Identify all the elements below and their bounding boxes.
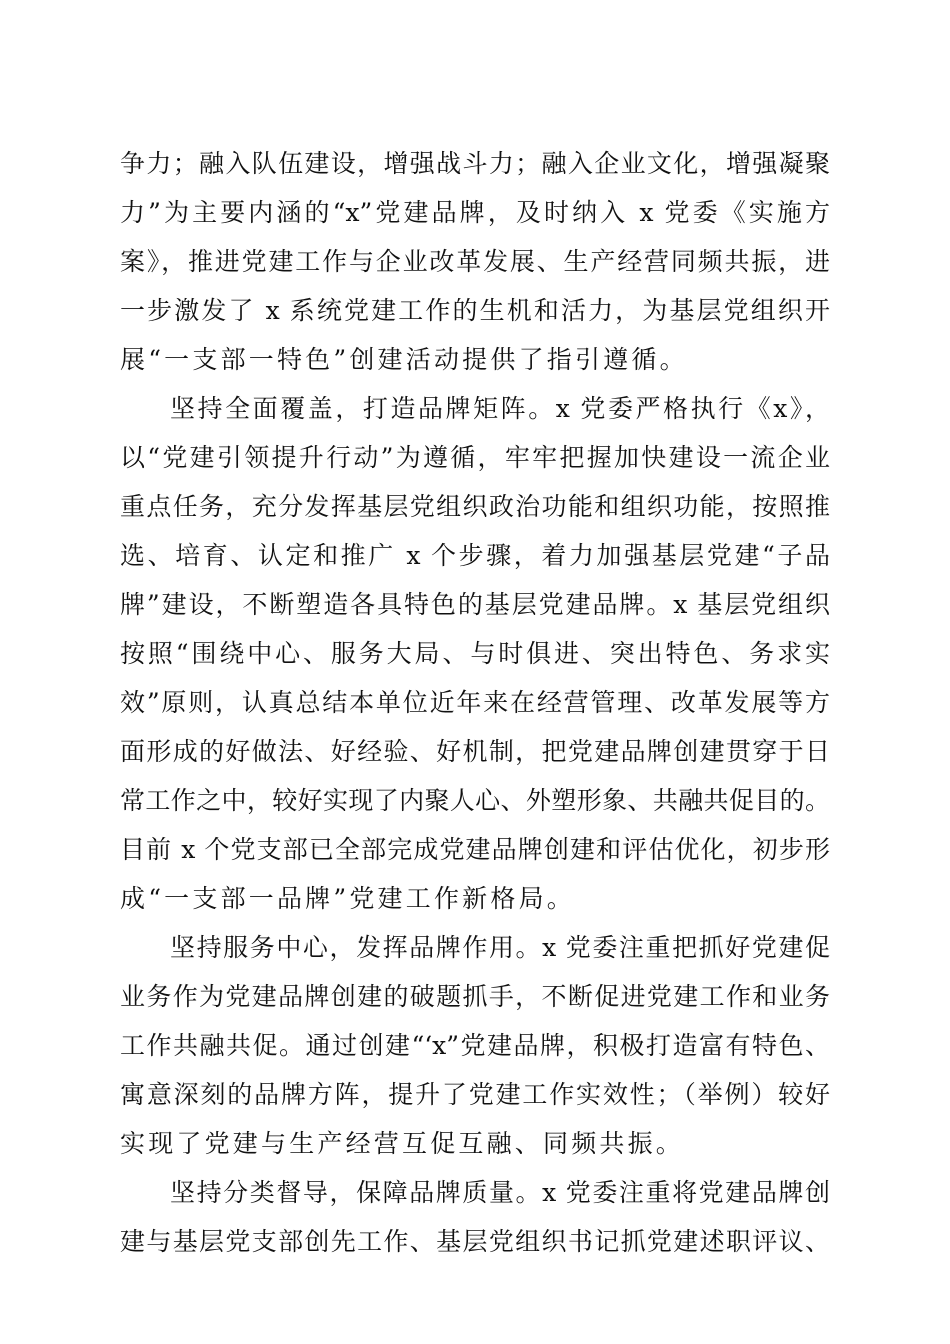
text-line-13: 面形成的好做法、好经验、好机制，把党建品牌创建贯穿于日 — [120, 737, 830, 766]
text-line-3: 案》，推进党建工作与企业改革发展、生产经营同频共振，进 — [120, 247, 830, 276]
text-line-16: 成“一支部一品牌”党建工作新格局。 — [120, 884, 575, 913]
text-line-19: 工作共融共促。通过创建“‘x”党建品牌，积极打造富有特色、 — [120, 1031, 830, 1060]
text-line-2: 力”为主要内涵的“x”党建品牌，及时纳入 x 党委《实施方 — [120, 198, 830, 227]
text-line-23: 建与基层党支部创先工作、基层党组织书记抓党建述职评议、 — [120, 1227, 830, 1256]
text-line-7: 以“党建引领提升行动”为遵循，牢牢把握加快建设一流企业 — [120, 443, 830, 472]
text-line-18: 业务作为党建品牌创建的破题抓手，不断促进党建工作和业务 — [120, 982, 830, 1011]
text-line-17: 坚持服务中心，发挥品牌作用。x 党委注重把抓好党建促 — [170, 933, 830, 962]
text-line-5: 展“一支部一特色”创建活动提供了指引遵循。 — [120, 345, 688, 374]
text-line-15: 目前 x 个党支部已全部完成党建品牌创建和评估优化，初步形 — [120, 835, 830, 864]
document-body — [120, 139, 830, 1266]
text-line-10: 牌”建设，不断塑造各具特色的基层党建品牌。x 基层党组织 — [120, 590, 830, 619]
text-line-1: 争力；融入队伍建设，增强战斗力；融入企业文化，增强凝聚 — [120, 149, 830, 178]
text-line-8: 重点任务，充分发挥基层党组织政治功能和组织功能，按照推 — [120, 492, 830, 521]
text-line-14: 常工作之中，较好实现了内聚人心、外塑形象、共融共促目的。 — [120, 786, 830, 815]
text-line-9: 选、培育、认定和推广 x 个步骤，着力加强基层党建“子品 — [120, 541, 830, 570]
text-line-11: 按照“围绕中心、服务大局、与时俱进、突出特色、务求实 — [120, 639, 830, 668]
text-line-4: 一步激发了 x 系统党建工作的生机和活力，为基层党组织开 — [120, 296, 830, 325]
text-line-6: 坚持全面覆盖，打造品牌矩阵。x 党委严格执行《x》， — [170, 394, 830, 423]
text-line-12: 效”原则，认真总结本单位近年来在经营管理、改革发展等方 — [120, 688, 830, 717]
text-line-20: 寓意深刻的品牌方阵，提升了党建工作实效性；（举例）较好 — [120, 1080, 830, 1109]
text-line-21: 实现了党建与生产经营互促互融、同频共振。 — [120, 1129, 685, 1158]
text-line-22: 坚持分类督导，保障品牌质量。x 党委注重将党建品牌创 — [170, 1178, 830, 1207]
